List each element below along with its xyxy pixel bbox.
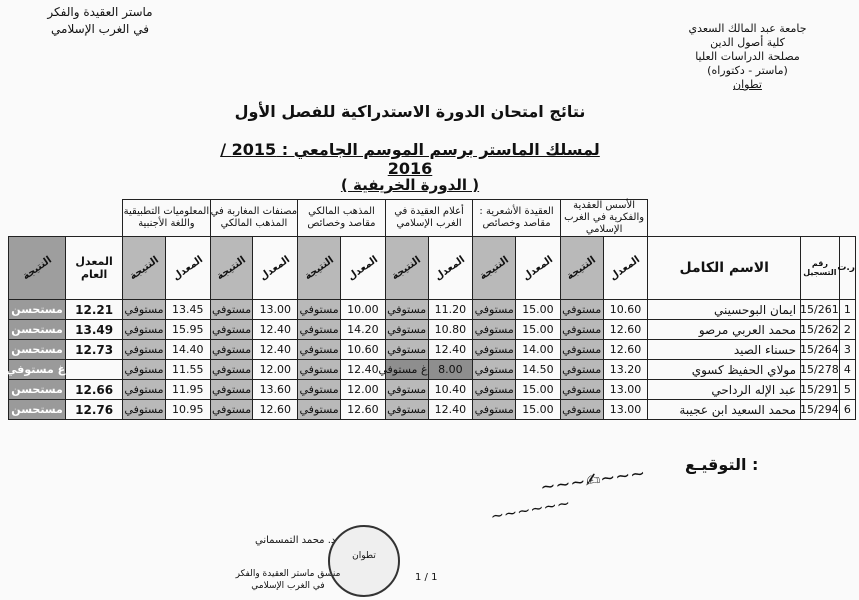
module-header: الأسس العقدية والفكرية في الغرب الإسلامي (560, 200, 648, 237)
module-result: مستوفي (123, 300, 166, 320)
table-row (9, 380, 856, 400)
module-grade: 10.60 (340, 340, 385, 360)
module-grade: 14.20 (340, 320, 385, 340)
module-result: مستوفي (385, 300, 428, 320)
module-result: مستوفي (123, 360, 166, 380)
university-name: جامعة عبد المالك السعدي (688, 22, 807, 35)
module-grade: 12.60 (603, 340, 648, 360)
module-grade: 15.95 (165, 320, 210, 340)
module-result: مستوفي (473, 340, 516, 360)
student-name: محمد السعيد ابن عجيبة (648, 400, 801, 420)
general-average: 13.49 (66, 320, 123, 340)
general-avg-header (66, 237, 123, 300)
module-result: مستوفي (123, 380, 166, 400)
results-table (8, 199, 856, 420)
page-subtitle: لمسلك الماستر برسم الموسم الجامعي : 2015 / 2016 (220, 140, 600, 178)
module-grade: 10.80 (428, 320, 473, 340)
module-header: أعلام العقيدة في الغرب الإسلامي (385, 200, 473, 237)
module-grade: 10.60 (603, 300, 648, 320)
module-result: مستوفي (560, 360, 603, 380)
module-grade: 11.55 (165, 360, 210, 380)
module-grade: 15.00 (516, 320, 561, 340)
table-row (9, 400, 856, 420)
module-grade: 11.20 (428, 300, 473, 320)
stamp-text: تطوان (352, 551, 376, 561)
table-row (9, 340, 856, 360)
student-name: ايمان البوحسيني (648, 300, 801, 320)
name-header: الاسم الكامل (648, 237, 801, 300)
module-result: مستوفي (560, 380, 603, 400)
module-grade: 13.00 (603, 400, 648, 420)
general-average: 12.66 (66, 380, 123, 400)
module-result: مستوفي (560, 340, 603, 360)
module-result: مستوفي (210, 400, 253, 420)
module-grade: 12.40 (428, 340, 473, 360)
official-stamp (328, 525, 400, 597)
avg-header: المعدل (603, 237, 648, 300)
final-result-header: النتيجة (9, 237, 66, 300)
module-grade: 12.40 (253, 320, 298, 340)
coordinator-role-line2: في الغرب الإسلامي (251, 581, 325, 591)
table-row (9, 360, 856, 380)
avg-header: المعدل (428, 237, 473, 300)
module-result: مستوفي (123, 400, 166, 420)
module-grade: 13.60 (253, 380, 298, 400)
student-name: عبد الإله الرداحي (648, 380, 801, 400)
module-grade: 13.00 (253, 300, 298, 320)
module-grade: 12.60 (253, 400, 298, 420)
module-grade: 12.60 (340, 400, 385, 420)
module-grade: 11.95 (165, 380, 210, 400)
city-name: تطوان (733, 78, 762, 91)
master-name-line1: ماستر العقيدة والفكر (47, 5, 153, 19)
student-name: محمد العربي مرصو (648, 320, 801, 340)
module-grade: 15.00 (516, 300, 561, 320)
final-result: مستحسن (9, 380, 66, 400)
row-number: 5 (839, 380, 855, 400)
general-average: 12.21 (66, 300, 123, 320)
module-grade: 10.00 (340, 300, 385, 320)
module-result: مستوفي (385, 380, 428, 400)
module-result: مستوفي (123, 320, 166, 340)
general-avg-header-line2: العام (80, 268, 108, 281)
student-name: مولاي الحفيظ كسوي (648, 360, 801, 380)
final-result: مستحسن (9, 400, 66, 420)
general-average (66, 360, 123, 380)
final-result: مستحسن (9, 300, 66, 320)
row-number: 2 (839, 320, 855, 340)
avg-header: المعدل (340, 237, 385, 300)
module-header: العقيدة الأشعرية : مقاصد وخصائص (473, 200, 561, 237)
module-grade: 12.00 (253, 360, 298, 380)
session-label: ( الدورة الخريفية ) (340, 176, 480, 194)
department-name: مصلحة الدراسات العليا (695, 50, 800, 63)
result-header: النتيجة (560, 237, 603, 300)
module-result: مستوفي (385, 320, 428, 340)
result-header: النتيجة (123, 237, 166, 300)
module-result: مستوفي (210, 360, 253, 380)
module-result: غ مستوفي (385, 360, 428, 380)
module-header: المعلوميات التطبيقية واللغة الأجنبية (123, 200, 211, 237)
general-average: 12.76 (66, 400, 123, 420)
reg-header: رقم التسجيل (801, 237, 840, 300)
final-result: مستحسن (9, 320, 66, 340)
module-grade: 15.00 (516, 400, 561, 420)
module-result: مستوفي (473, 380, 516, 400)
header-left (20, 4, 180, 38)
module-result: مستوفي (298, 340, 341, 360)
general-avg-header-line1: المعدل (75, 255, 113, 268)
avg-header: المعدل (516, 237, 561, 300)
table-row (9, 320, 856, 340)
module-result: مستوفي (385, 400, 428, 420)
registration-number: 15/264 (801, 340, 840, 360)
row-number: 3 (839, 340, 855, 360)
module-result: مستوفي (473, 300, 516, 320)
module-grade: 13.45 (165, 300, 210, 320)
module-result: مستوفي (210, 320, 253, 340)
num-header: ر.ت (839, 237, 855, 300)
registration-number: 15/291 (801, 380, 840, 400)
registration-number: 15/278 (801, 360, 840, 380)
module-result: مستوفي (298, 360, 341, 380)
module-header-row (9, 200, 856, 237)
table-row (9, 300, 856, 320)
general-average: 12.73 (66, 340, 123, 360)
module-result: مستوفي (473, 320, 516, 340)
module-result: مستوفي (210, 300, 253, 320)
avg-header: المعدل (253, 237, 298, 300)
module-result: مستوفي (560, 320, 603, 340)
module-grade: 12.40 (340, 360, 385, 380)
module-grade: 12.60 (603, 320, 648, 340)
result-header: النتيجة (210, 237, 253, 300)
student-name: حسناء الصيد (648, 340, 801, 360)
module-result: مستوفي (298, 400, 341, 420)
module-grade: 12.40 (428, 400, 473, 420)
module-grade: 12.00 (340, 380, 385, 400)
final-result: مستحسن (9, 340, 66, 360)
final-result: غ مستوفي (9, 360, 66, 380)
program-level: (ماستر - دكتوراه) (707, 64, 788, 77)
column-header-row (9, 237, 856, 300)
registration-number: 15/261 (801, 300, 840, 320)
module-result: مستوفي (560, 400, 603, 420)
module-result: مستوفي (210, 380, 253, 400)
row-number: 4 (839, 360, 855, 380)
signature-label: التوقيـع : (685, 455, 759, 474)
module-grade: 10.95 (165, 400, 210, 420)
row-number: 6 (839, 400, 855, 420)
registration-number: 15/262 (801, 320, 840, 340)
row-number: 1 (839, 300, 855, 320)
module-header: المذهب المالكي مقاصد وخصائص (298, 200, 386, 237)
module-result: مستوفي (473, 360, 516, 380)
module-grade: 12.40 (253, 340, 298, 360)
result-header: النتيجة (298, 237, 341, 300)
module-grade: 13.20 (603, 360, 648, 380)
faculty-name: كلية أصول الدين (710, 36, 785, 49)
module-grade: 13.00 (603, 380, 648, 400)
module-grade: 15.00 (516, 380, 561, 400)
module-grade: 14.40 (165, 340, 210, 360)
page-title: نتائج امتحان الدورة الاستدراكية للفصل الأول (234, 102, 586, 121)
module-header: مصنفات المغاربة في المذهب المالكي (210, 200, 298, 237)
module-result: مستوفي (473, 400, 516, 420)
module-grade: 14.50 (516, 360, 561, 380)
header-right (660, 22, 835, 92)
module-result: مستوفي (385, 340, 428, 360)
coordinator-name: د. محمد التمسماني (255, 535, 336, 546)
module-result: مستوفي (210, 340, 253, 360)
module-grade: 14.00 (516, 340, 561, 360)
module-result: مستوفي (298, 380, 341, 400)
result-header: النتيجة (385, 237, 428, 300)
master-name-line2: في الغرب الإسلامي (51, 22, 149, 36)
signature-2: ~~~~~~ (488, 493, 572, 526)
module-grade: 10.40 (428, 380, 473, 400)
module-grade: 8.00 (428, 360, 473, 380)
module-result: مستوفي (123, 340, 166, 360)
module-result: مستوفي (560, 300, 603, 320)
coordinator-role-line1: منسق ماستر العقيدة والفكر (235, 569, 341, 579)
avg-header: المعدل (165, 237, 210, 300)
module-result: مستوفي (298, 300, 341, 320)
page-number: 1 / 1 (415, 572, 438, 583)
registration-number: 15/294 (801, 400, 840, 420)
module-result: مستوفي (298, 320, 341, 340)
signature-1: ~~~✍~~~ (539, 462, 647, 499)
result-header: النتيجة (473, 237, 516, 300)
